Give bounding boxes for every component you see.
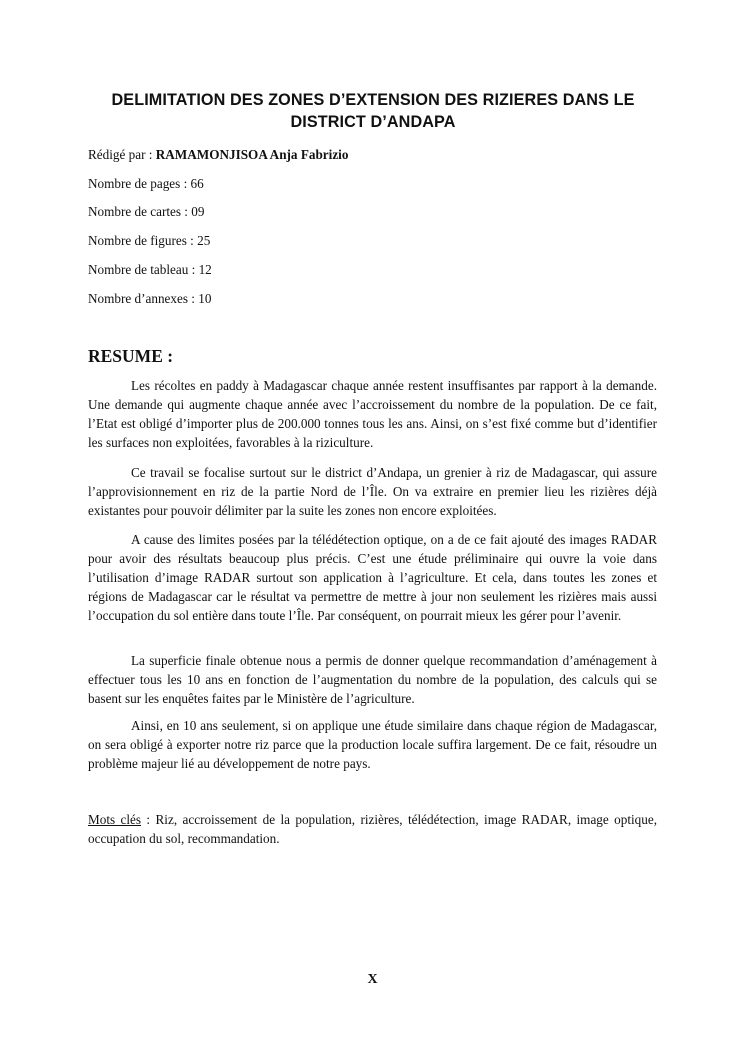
stat-annexes: Nombre d’annexes : 10	[88, 291, 212, 306]
resume-paragraph-2: Ce travail se focalise surtout sur le district d’Andapa, un grenier à riz de Madagascar, qui assure l’approvisionnement en riz de la partie Nord de l’Île. On va extraire en premier lieu les rizières déjà existantes pour pouvoir délimiter par la suite les zones non encore exploitées.	[88, 465, 657, 518]
stat-pages: Nombre de pages : 66	[88, 176, 204, 191]
stat-tables: Nombre de tableau : 12	[88, 262, 212, 277]
keywords-separator: :	[141, 812, 156, 827]
author-line	[88, 146, 658, 164]
stat-maps: Nombre de cartes : 09	[88, 204, 205, 219]
resume-paragraph-1: Les récoltes en paddy à Madagascar chaque année restent insuffisantes par rapport à la demande. Une demande qui augmente chaque année avec l’accroissement du nombre de la population. De ce fait, l’Etat est obligé d’importer plus de 200.000 tonnes tous les ans. Ainsi, on s’est fixé comme but d’identifier les surfaces non exploitées, favorables à la riziculture.	[88, 378, 657, 450]
keywords-label: Mots clés	[88, 812, 142, 827]
resume-paragraph-5: Ainsi, en 10 ans seulement, si on applique une étude similaire dans chaque région de Madagascar, on sera obligé à exporter notre riz parce que la production locale suffira largement. De ce fait, résoudre un problème majeur lié au développement de notre pays.	[88, 718, 657, 771]
page-number: X	[367, 972, 378, 987]
author-label: Rédigé par :	[88, 147, 156, 162]
author-name: RAMAMONJISOA Anja Fabrizio	[155, 147, 349, 162]
keywords-text: Riz, accroissement de la population, rizières, télédétection, image RADAR, image optique, occupation du sol, recommandation.	[88, 812, 657, 846]
resume-paragraph-4: La superficie finale obtenue nous a permis de donner quelque recommandation d’aménagement à effectuer tous les 10 ans en fonction de l’augmentation du nombre de la population, des calculs qui se basent sur les enquêtes faites par le Ministère de l’agriculture.	[88, 653, 657, 706]
keywords-line	[88, 810, 657, 848]
resume-heading: RESUME :	[88, 346, 174, 366]
document-title: DELIMITATION DES ZONES D’EXTENSION DES RIZIERES DANS LE DISTRICT D’ANDAPA	[111, 91, 635, 131]
resume-paragraph-3: A cause des limites posées par la télédétection optique, on a de ce fait ajouté des images RADAR pour avoir des résultats beaucoup plus précis. C’est une étude préliminaire qui ouvre la voie dans l’utilisation d’image RADAR surtout son application à l’agriculture. Et cela, dans toutes les zones et régions de Madagascar car le résultat va permettre de mettre à jour non seulement les rizières mais aussi l’occupation du sol entière dans toute l’Île. Par conséquent, on pourrait mieux les gérer pour l’avenir.	[88, 532, 657, 623]
stat-figures: Nombre de figures : 25	[88, 233, 211, 248]
